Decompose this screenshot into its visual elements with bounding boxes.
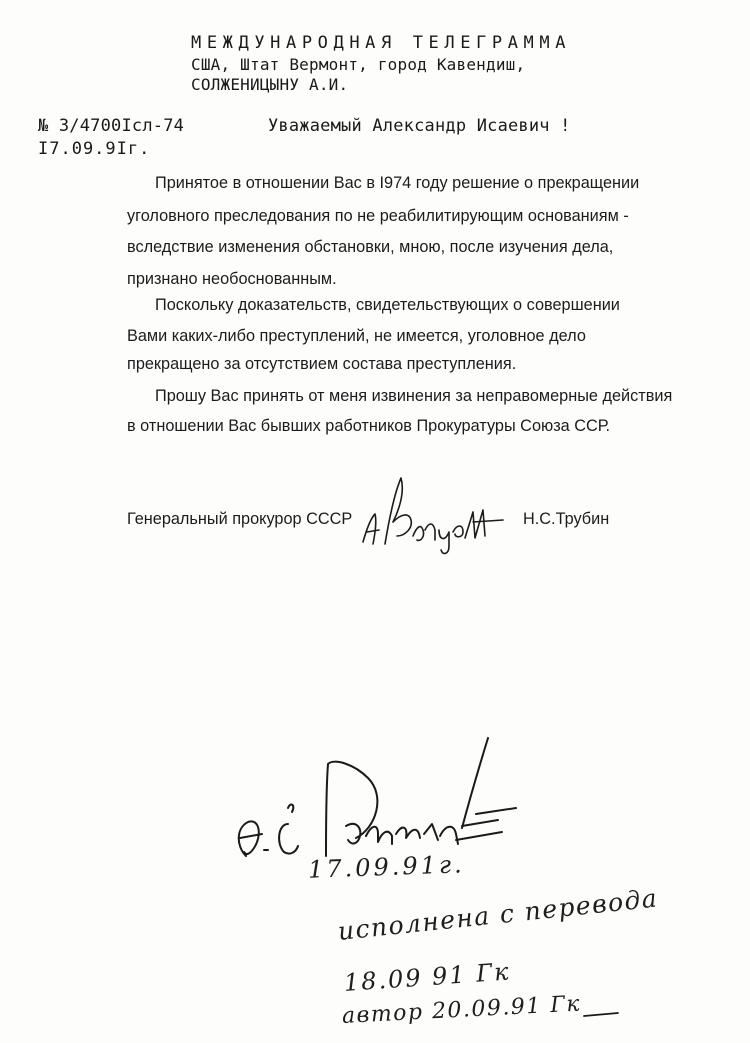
handwritten-date: 17.09.91г. xyxy=(307,850,466,884)
recipient-name: СОЛЖЕНИЦЫНУ А.И. xyxy=(191,75,349,94)
body-line: уголовного преследования по не реабилитирующим основаниям - xyxy=(127,207,629,225)
body-line: Вами каких-либо преступлений, не имеется, уголовное дело xyxy=(127,327,586,345)
signatory-name: Н.С.Трубин xyxy=(523,510,610,528)
prosecutor-signature xyxy=(355,470,505,560)
body-line: в отношении Вас бывших работников Прокуратуры Союза ССР. xyxy=(127,417,611,435)
body-line: Поскольку доказательств, свидетельствующих о совершении xyxy=(155,296,620,314)
document-title: МЕЖДУНАРОДНАЯ ТЕЛЕГРАММА xyxy=(191,33,572,53)
handwritten-entry: автор 20.09.91 Гк xyxy=(341,991,582,1029)
recipient-signature xyxy=(226,728,526,868)
signatory-role: Генеральный прокурор СССР xyxy=(127,510,353,528)
body-line: признано необоснованным. xyxy=(127,270,337,288)
recipient-address: США, Штат Вермонт, город Кавендиш, xyxy=(191,55,526,74)
body-line: вследствие изменения обстановки, мною, после изучения дела, xyxy=(127,238,614,256)
handwritten-dash xyxy=(582,1010,622,1020)
handwritten-note: исполнена с перевода xyxy=(336,883,660,946)
body-line: прекращено за отсутствием состава преступления. xyxy=(127,355,517,373)
greeting: Уважаемый Александр Исаевич ! xyxy=(268,116,571,136)
reference-date: I7.09.9Iг. xyxy=(38,139,151,159)
body-line: Прошу Вас принять от меня извинения за неправомерные действия xyxy=(155,387,673,405)
body-line: Принятое в отношении Вас в I974 году решение о прекращении xyxy=(155,174,640,192)
reference-number: № 3/4700Iсл-74 xyxy=(38,116,185,136)
handwritten-entry: 18.09 91 Гк xyxy=(343,957,512,997)
